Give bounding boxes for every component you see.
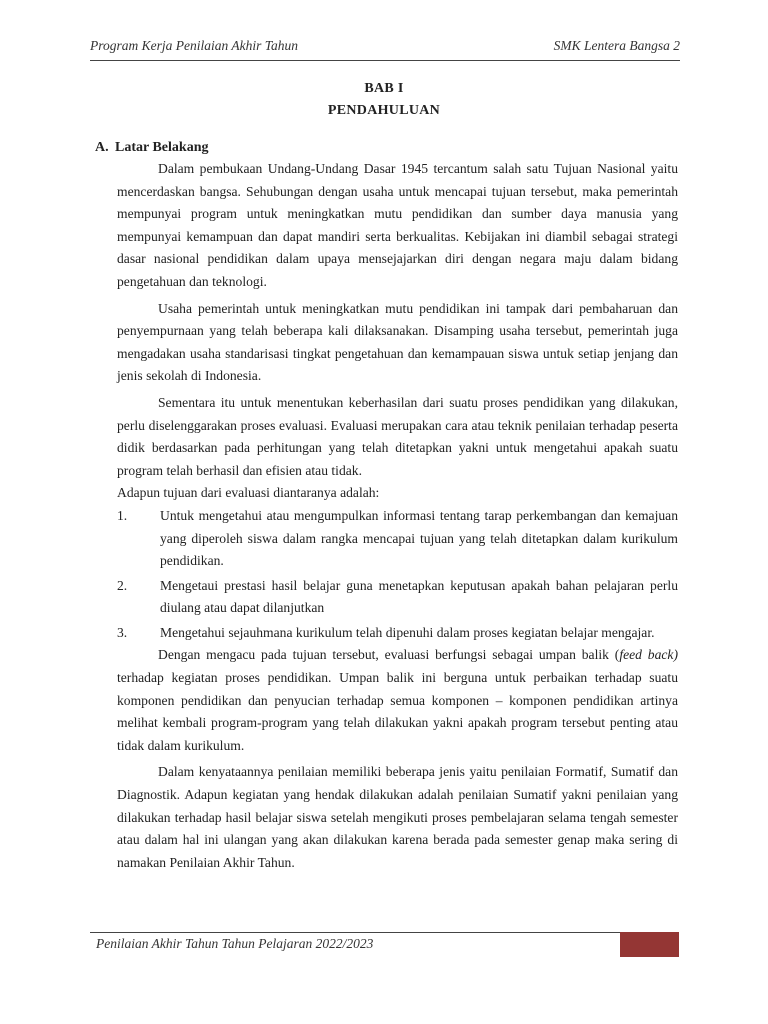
paragraph-2: Usaha pemerintah untuk meningkatkan mutu pendidikan ini tampak dari pembaharuan dan penyempurnaan yang telah beberapa kali dilaksanakan. Disamping usaha tersebut, pemerintah juga mengadakan usaha standarisasi tingkat pengetahuan dan kemampauan siswa untuk setiap jenjang dan jenis sekolah di Indonesia. [117,300,678,384]
section-letter: A. [95,140,109,155]
chapter-title: PENDAHULUAN [327,103,441,118]
paragraph-5-end: terhadap kegiatan proses pendidikan. Umpan balik ini berguna untuk perbaikan terhadap suatu komponen pendidikan dan penyucian terhadap semua komponen – komponen pendidikan artinya melihat kembali program-program yang telah dilakukan yakni apakah program tersebut penting atau tidak dalam kurikulum. [117,670,678,753]
evaluation-goals-list [117,505,678,645]
list-item [117,622,678,645]
list-item-number: 2. [117,577,128,593]
chapter-number: BAB I [364,81,404,96]
list-item-number: 1. [117,507,128,523]
section-title: Latar Belakang [115,140,209,155]
list-item [117,505,678,573]
list-item-text: Mengetaui prestasi hasil belajar guna menetapkan keputusan apakah bahan pelajaran perlu diulang atau dapat dilanjutkan [160,577,678,616]
header-document-title: Program Kerja Penilaian Akhir Tahun [90,38,299,53]
footer-text: Penilaian Akhir Tahun Tahun Pelajaran 2022/2023 [96,936,374,951]
header-school-name: SMK Lentera Bangsa 2 [553,38,680,53]
footer-divider [90,932,620,933]
list-item [117,575,678,620]
paragraph-3: Sementara itu untuk menentukan keberhasilan dari suatu proses pendidikan yang dilakukan, perlu diselenggarakan proses evaluasi. Evaluasi merupakan cara atau teknik penilaian terhadap peserta didik berdasarkan pada perhitungan yang telah ditetapkan yakni untuk mengetahui apakah suatu program telah berhasil dan efisien atau tidak. [117,394,678,478]
paragraph-6: Dalam kenyataannya penilaian memiliki beberapa jenis yaitu penilaian Formatif, Sumatif dan Diagnostik. Adapun kegiatan yang hendak dilakukan adalah penilaian Sumatif yakni penilaian yang dilakukan terhadap hasil belajar siswa setelah mengikuti proses pembelajaran selama tengah semester atau dalam hal ini ulangan yang akan dilakukan karena berada pada semester genap maka sering di namakan Penilaian Akhir Tahun. [117,764,678,870]
list-item-number: 3. [117,624,128,640]
paragraph-1: Dalam pembukaan Undang-Undang Dasar 1945 tercantum salah satu Tujuan Nasional yaitu mencerdaskan bangsa. Sehubungan dengan usaha untuk mencapai tujuan tersebut, maka pemerintah mempunyai program untuk meningkatkan mutu pendidikan dan sumber daya manusia yang mempunyai kemampuan dan dapat mandiri serta berkualitas. Kebijakan ini diambil sebagai strategi dasar nasional pendidikan dalam upaya mensejajarkan diri dengan negara maju dalam bidang pengetahuan dan teknologi. [117,161,678,289]
paragraph-5-italic: feed back) [619,647,678,663]
section-heading [95,140,208,156]
paragraph-5 [117,644,678,757]
list-item-text: Mengetahui sejauhmana kurikulum telah dipenuhi dalam proses kegiatan belajar mengajar. [160,624,655,640]
header-divider [90,60,680,61]
document-body [117,158,678,874]
list-item-text: Untuk mengetahui atau mengumpulkan informasi tentang tarap perkembangan dan kemajuan yang diperoleh siswa dalam rangka mencapai tujuan yang telah ditetapkan dalam kurikulum pendidikan. [160,507,678,569]
paragraph-4: Adapun tujuan dari evaluasi diantaranya adalah: [117,485,380,501]
page-header [90,38,680,58]
footer-accent-block [620,932,679,957]
paragraph-5-start: Dengan mengacu pada tujuan tersebut, evaluasi berfungsi sebagai umpan balik ( [158,647,620,663]
